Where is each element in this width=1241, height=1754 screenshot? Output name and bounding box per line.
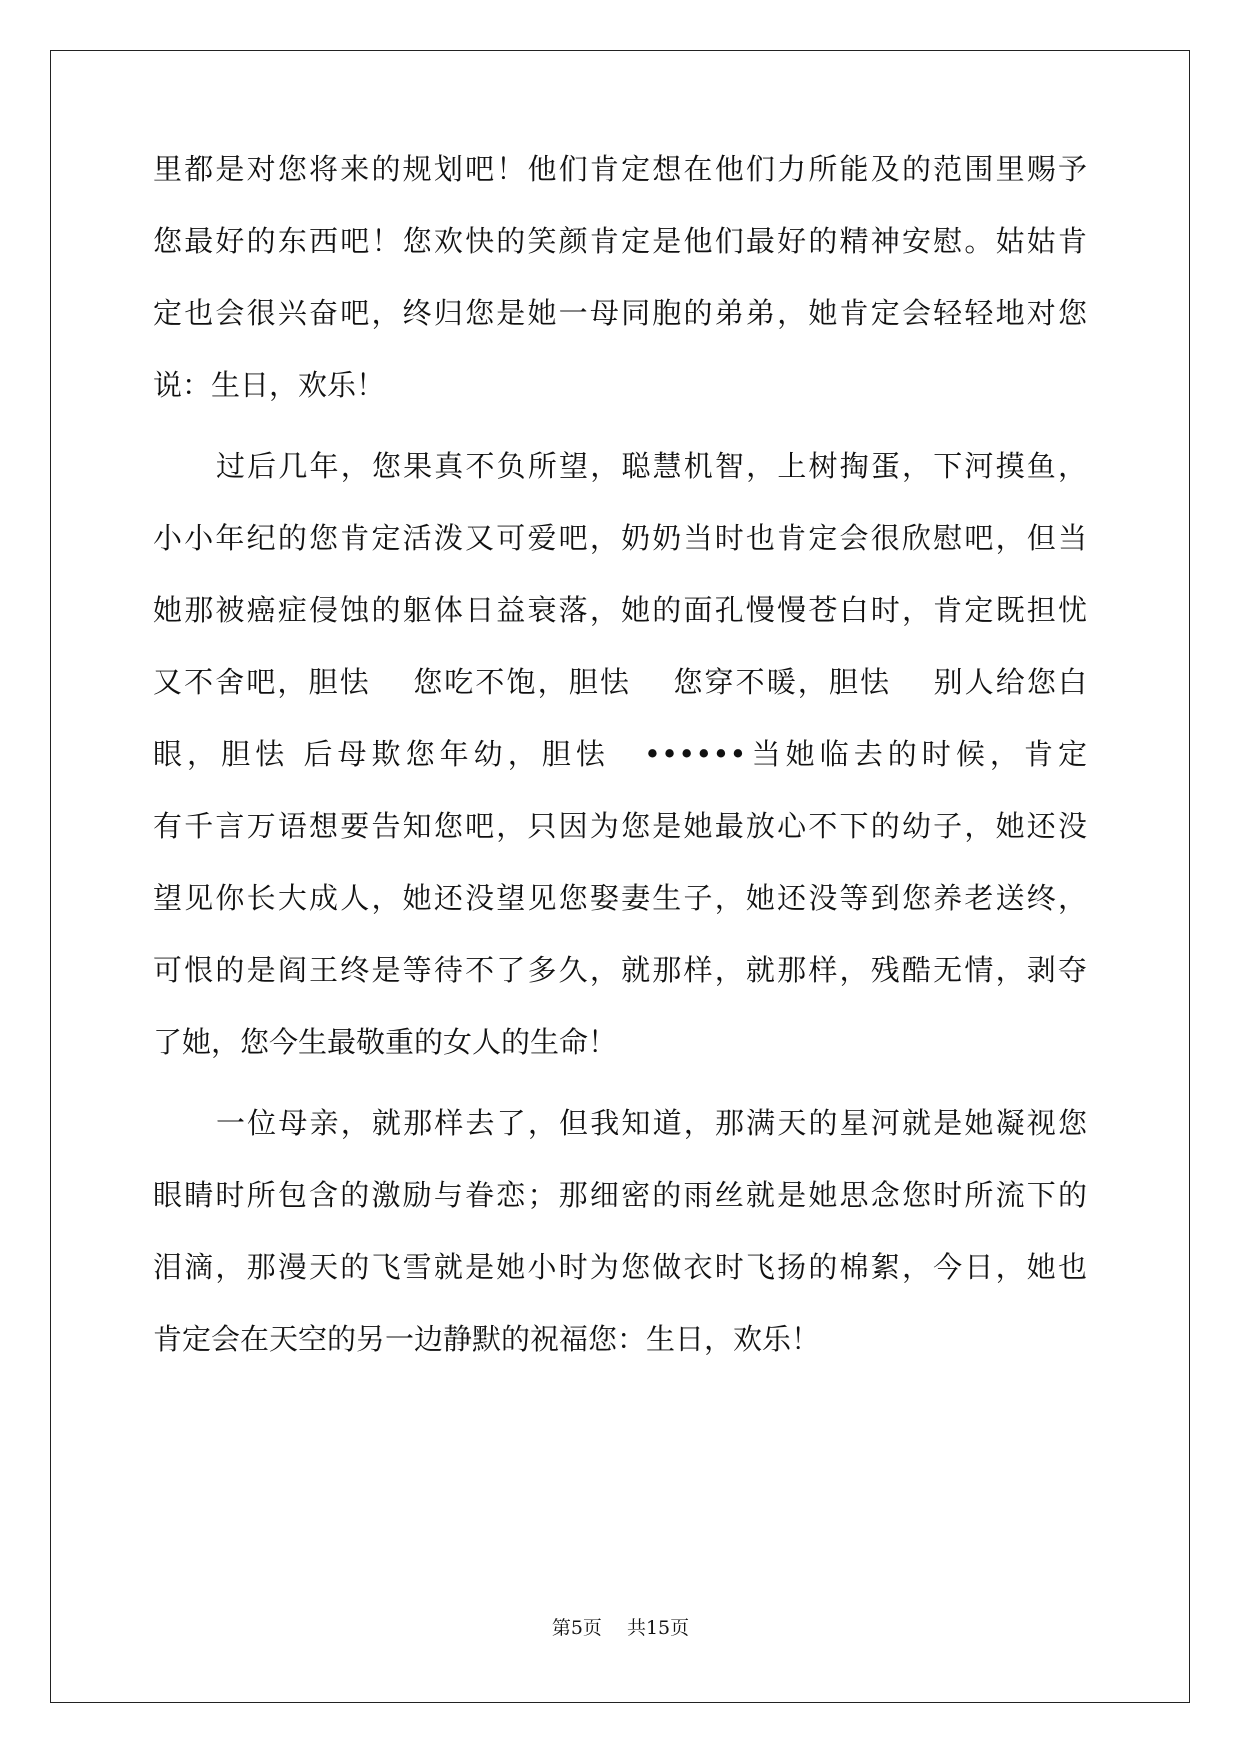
text-line: 有千言万语想要告知您吧，只因为您是她最放心不下的幼子，她还没: [153, 809, 1087, 843]
text-line: 一位母亲，就那样去了，但我知道，那满天的星河就是她凝视您: [216, 1106, 1087, 1140]
text-line: 眼睛时所包含的激励与眷恋；那细密的雨丝就是她思念您时所流下的: [153, 1178, 1087, 1212]
text-line: 泪滴，那漫天的飞雪就是她小时为您做衣时飞扬的棉絮，今日，她也: [153, 1250, 1087, 1284]
text-line: 又不舍吧，胆怯 您吃不饱，胆怯 您穿不暖，胆怯 别人给您白: [153, 665, 1087, 699]
text-line: 您最好的东西吧！您欢快的笑颜肯定是他们最好的精神安慰。姑姑肯: [153, 224, 1087, 258]
text-line: 里都是对您将来的规划吧！他们肯定想在他们力所能及的范围里赐予: [153, 152, 1087, 186]
text-line: 肯定会在天空的另一边静默的祝福您：生日，欢乐！: [153, 1322, 821, 1356]
text-line: 说：生日，欢乐！: [153, 368, 386, 402]
text-line: 定也会很兴奋吧，终归您是她一母同胞的弟弟，她肯定会轻轻地对您: [153, 296, 1087, 330]
text-line: 望见你长大成人，她还没望见您娶妻生子，她还没等到您养老送终，: [153, 881, 1087, 915]
text-line: 了她，您今生最敬重的女人的生命！: [153, 1025, 618, 1059]
text-line: 过后几年，您果真不负所望，聪慧机智，上树掏蛋，下河摸鱼，: [216, 449, 1087, 483]
text-line: 眼，胆怯 后母欺您年幼，胆怯 ••••••当她临去的时候，肯定: [153, 737, 1087, 771]
text-line: 可恨的是阎王终是等待不了多久，就那样，就那样，残酷无情，剥夺: [153, 953, 1087, 987]
page-footer: [0, 1616, 1241, 1640]
text-line: 小小年纪的您肯定活泼又可爱吧，奶奶当时也肯定会很欣慰吧，但当: [153, 521, 1087, 555]
page-number: 第5页: [551, 1617, 602, 1639]
page-total: 共15页: [626, 1617, 690, 1639]
text-line: 她那被癌症侵蚀的躯体日益衰落，她的面孔慢慢苍白时，肯定既担忧: [153, 593, 1087, 627]
